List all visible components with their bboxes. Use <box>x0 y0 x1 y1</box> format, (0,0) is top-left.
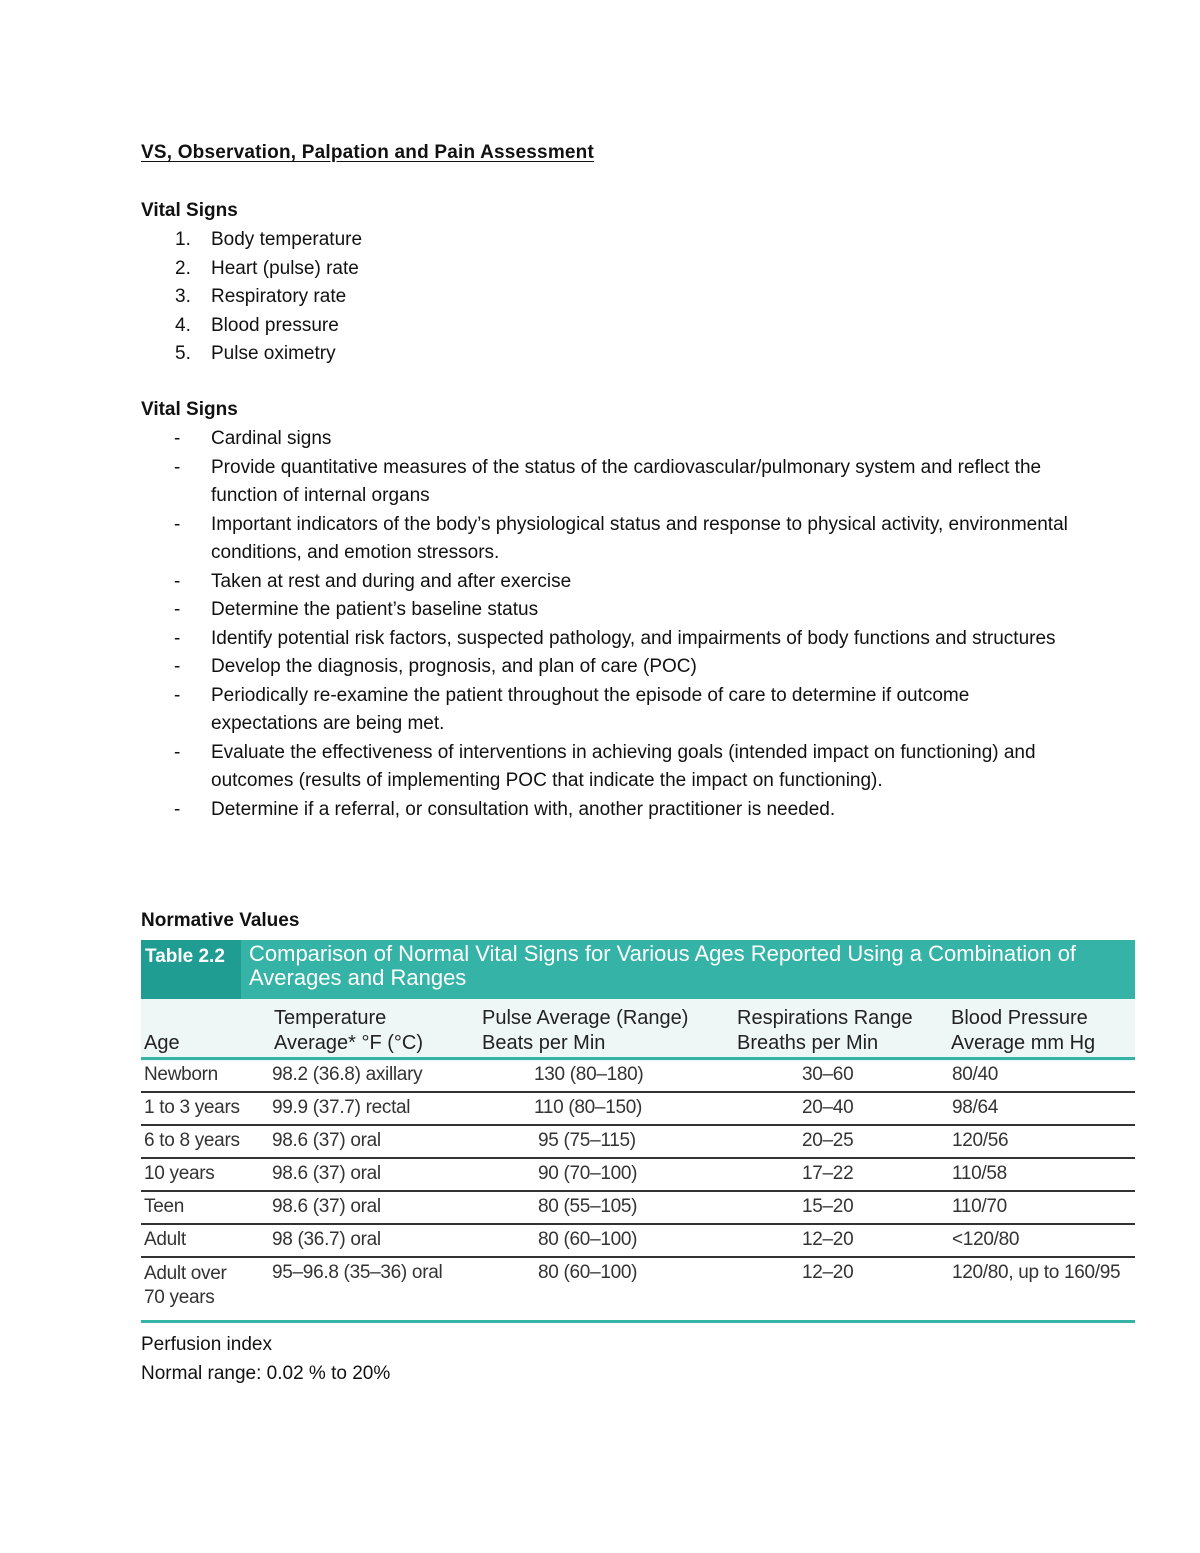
table-label: Table 2.2 <box>141 940 241 999</box>
cell-age: 10 years <box>144 1163 215 1184</box>
cell-temperature: 98.6 (37) oral <box>272 1130 381 1151</box>
cell-temperature: 98 (36.7) oral <box>272 1229 381 1250</box>
table-title: Comparison of Normal Vital Signs for Various Ages Reported Using a Combination of Averages and Ranges <box>249 941 1077 990</box>
cell-pulse: 80 (60–100) <box>538 1262 638 1283</box>
cell-blood-pressure: 120/80, up to 160/95 <box>952 1262 1121 1283</box>
list-item: - Determine the patient’s baseline status <box>174 599 539 620</box>
cell-temperature: 98.6 (37) oral <box>272 1196 381 1217</box>
cell-blood-pressure: 98/64 <box>952 1097 999 1118</box>
column-header-blood-pressure: Blood Pressure Average mm Hg <box>951 1007 1096 1054</box>
list-item: - Periodically re-examine the patient throughout the episode of care to determine if outcome expectations are being met. <box>174 684 970 734</box>
cell-blood-pressure: 110/70 <box>952 1196 1007 1217</box>
list-item: - Important indicators of the body’s physiological status and response to physical activity, environmental conditions, and emotion stressors. <box>174 513 1068 563</box>
column-header-respirations: Respirations Range Breaths per Min <box>737 1007 913 1054</box>
perfusion-index-label: Perfusion index <box>141 1334 272 1355</box>
cell-temperature: 95–96.8 (35–36) oral <box>272 1262 443 1283</box>
row-divider <box>141 1223 1135 1225</box>
row-divider <box>141 1256 1135 1258</box>
list-item: - Develop the diagnosis, prognosis, and plan of care (POC) <box>174 656 697 677</box>
cell-age: Adult over 70 years <box>144 1263 227 1308</box>
cell-temperature: 98.2 (36.8) axillary <box>272 1064 423 1085</box>
cell-pulse: 80 (60–100) <box>538 1229 638 1250</box>
bullet-list <box>141 425 1081 824</box>
cell-pulse: 130 (80–180) <box>534 1064 644 1085</box>
cell-pulse: 90 (70–100) <box>538 1163 638 1184</box>
section-heading-vital-signs-1: Vital Signs <box>141 200 238 221</box>
cell-age: 6 to 8 years <box>144 1130 240 1151</box>
list-item: 2. Heart (pulse) rate <box>175 257 359 279</box>
cell-age: 1 to 3 years <box>144 1097 240 1118</box>
header-divider <box>141 1057 1135 1060</box>
list-item: - Provide quantitative measures of the status of the cardiovascular/pulmonary system and reflect the function of internal organs <box>174 456 1042 506</box>
cell-respirations: 12–20 <box>802 1229 854 1250</box>
list-item: - Identify potential risk factors, suspected pathology, and impairments of body functions and structures <box>174 627 1056 649</box>
cell-pulse: 95 (75–115) <box>538 1130 636 1151</box>
section-heading-vital-signs-2: Vital Signs <box>141 399 238 420</box>
row-divider <box>141 1190 1135 1192</box>
cell-temperature: 99.9 (37.7) rectal <box>272 1097 411 1118</box>
vital-signs-table <box>141 940 1135 1324</box>
column-header-pulse: Pulse Average (Range) Beats per Min <box>482 1007 689 1054</box>
list-item: - Cardinal signs <box>174 428 332 449</box>
table-header-band <box>141 940 1135 999</box>
row-divider <box>141 1124 1135 1126</box>
row-divider <box>141 1157 1135 1159</box>
section-heading-normative-values: Normative Values <box>141 910 300 931</box>
doc-title: VS, Observation, Palpation and Pain Assessment <box>141 142 595 163</box>
row-divider <box>141 1091 1135 1093</box>
list-item: 1. Body temperature <box>175 229 363 250</box>
cell-respirations: 20–25 <box>802 1130 854 1151</box>
cell-temperature: 98.6 (37) oral <box>272 1163 381 1184</box>
cell-respirations: 17–22 <box>802 1163 854 1184</box>
cell-pulse: 110 (80–150) <box>534 1097 643 1118</box>
list-item: 4. Blood pressure <box>175 314 339 336</box>
cell-pulse: 80 (55–105) <box>538 1196 638 1217</box>
cell-respirations: 30–60 <box>802 1064 854 1085</box>
cell-age: Teen <box>144 1196 185 1217</box>
perfusion-index-range: Normal range: 0.02 % to 20% <box>141 1363 391 1384</box>
cell-respirations: 12–20 <box>802 1262 854 1283</box>
list-item: - Determine if a referral, or consultation with, another practitioner is needed. <box>174 798 836 820</box>
list-item: - Evaluate the effectiveness of interventions in achieving goals (intended impact on functioning) and outcomes (results of implementing POC that indicate the impact on functioning). <box>174 741 1036 791</box>
list-item: 3. Respiratory rate <box>175 286 347 307</box>
column-header-age: Age <box>144 1032 180 1054</box>
table-bottom-rule <box>141 1320 1135 1323</box>
column-header-temperature: Temperature Average* °F (°C) <box>274 1007 424 1054</box>
cell-age: Adult <box>144 1229 186 1250</box>
cell-blood-pressure: 120/56 <box>952 1130 1009 1151</box>
numbered-list <box>141 226 1081 369</box>
cell-blood-pressure: 80/40 <box>952 1064 999 1085</box>
cell-blood-pressure: <120/80 <box>952 1229 1020 1250</box>
list-item: 5. Pulse oximetry <box>175 343 336 364</box>
list-item: - Taken at rest and during and after exercise <box>174 570 572 592</box>
cell-age: Newborn <box>144 1064 218 1085</box>
cell-respirations: 15–20 <box>802 1196 854 1217</box>
cell-respirations: 20–40 <box>802 1097 854 1118</box>
cell-blood-pressure: 110/58 <box>952 1163 1007 1184</box>
